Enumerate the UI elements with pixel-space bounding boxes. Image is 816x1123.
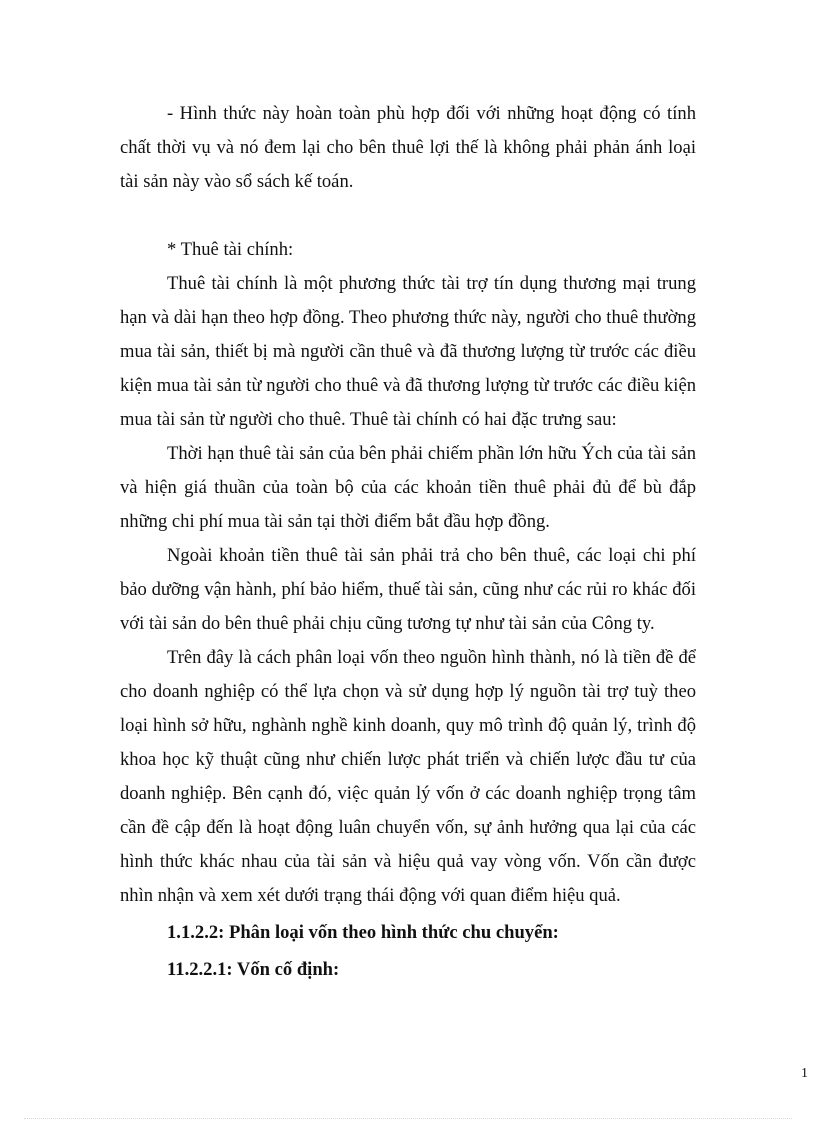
paragraph-capital-classification: Trên đây là cách phân loại vốn theo nguồn hình thành, nó là tiền đề để cho doanh nghiệp có thể lựa chọn và sử dụng hợp lý nguồn tài trợ tuỳ theo loại hình sở hữu, nghành nghề kinh doanh, quy mô trình độ quản lý, trình độ khoa học kỹ thuật cũng như chiến lược phát triển và chiến lược đầu tư của doanh nghiệp. Bên cạnh đó, việc quản lý vốn ở các doanh nghiệp trọng tâm cần đề cập đến là hoạt động luân chuyển vốn, sự ảnh hưởng qua lại của các hình thức khác nhau của tài sản và hiệu quả vay vòng vốn. Vốn cần được nhìn nhận và xem xét dưới trạng thái động với quan điểm hiệu quả.: [120, 647, 696, 906]
section-heading-fixed-capital: 11.2.2.1: Vốn cố định:: [167, 959, 340, 980]
page-number: 1: [801, 1066, 808, 1081]
page-body: [120, 97, 696, 987]
section-heading-circulation: 1.1.2.2: Phân loại vốn theo hình thức chu chuyển:: [167, 922, 559, 943]
paragraph-lease-costs: Ngoài khoản tiền thuê tài sản phải trả cho bên thuê, các loại chi phí bảo dưỡng vận hành, phí bảo hiểm, thuế tài sản, cũng như các rủi ro khác đối với tài sản do bên thuê phải chịu cũng tương tự như tài sản của Công ty.: [120, 545, 696, 634]
paragraph-financial-lease-definition: Thuê tài chính là một phương thức tài trợ tín dụng thương mại trung hạn và dài hạn theo hợp đồng. Theo phương thức này, người cho thuê thường mua tài sản, thiết bị mà người cần thuê và đã thương lượng từ trước các điều kiện mua tài sản từ người cho thuê và đã thương lượng từ trước các điều kiện mua tài sản từ người cho thuê. Thuê tài chính có hai đặc trưng sau:: [120, 273, 696, 430]
paragraph-spacer: [120, 199, 696, 233]
paragraph-lease-term: Thời hạn thuê tài sản của bên phải chiếm phần lớn hữu Ých của tài sản và hiện giá thuần của toàn bộ của các khoản tiền thuê phải đủ để bù đắp những chi phí mua tài sản tại thời điểm bắt đầu hợp đồng.: [120, 443, 696, 532]
paragraph-seasonal-lease: - Hình thức này hoàn toàn phù hợp đối với những hoạt động có tính chất thời vụ và nó đem lại cho bên thuê lợi thế là không phải phản ánh loại tài sản này vào sổ sách kế toán.: [120, 103, 696, 192]
page-bottom-divider: [24, 1118, 792, 1119]
subheading-financial-lease: * Thuê tài chính:: [167, 239, 294, 260]
